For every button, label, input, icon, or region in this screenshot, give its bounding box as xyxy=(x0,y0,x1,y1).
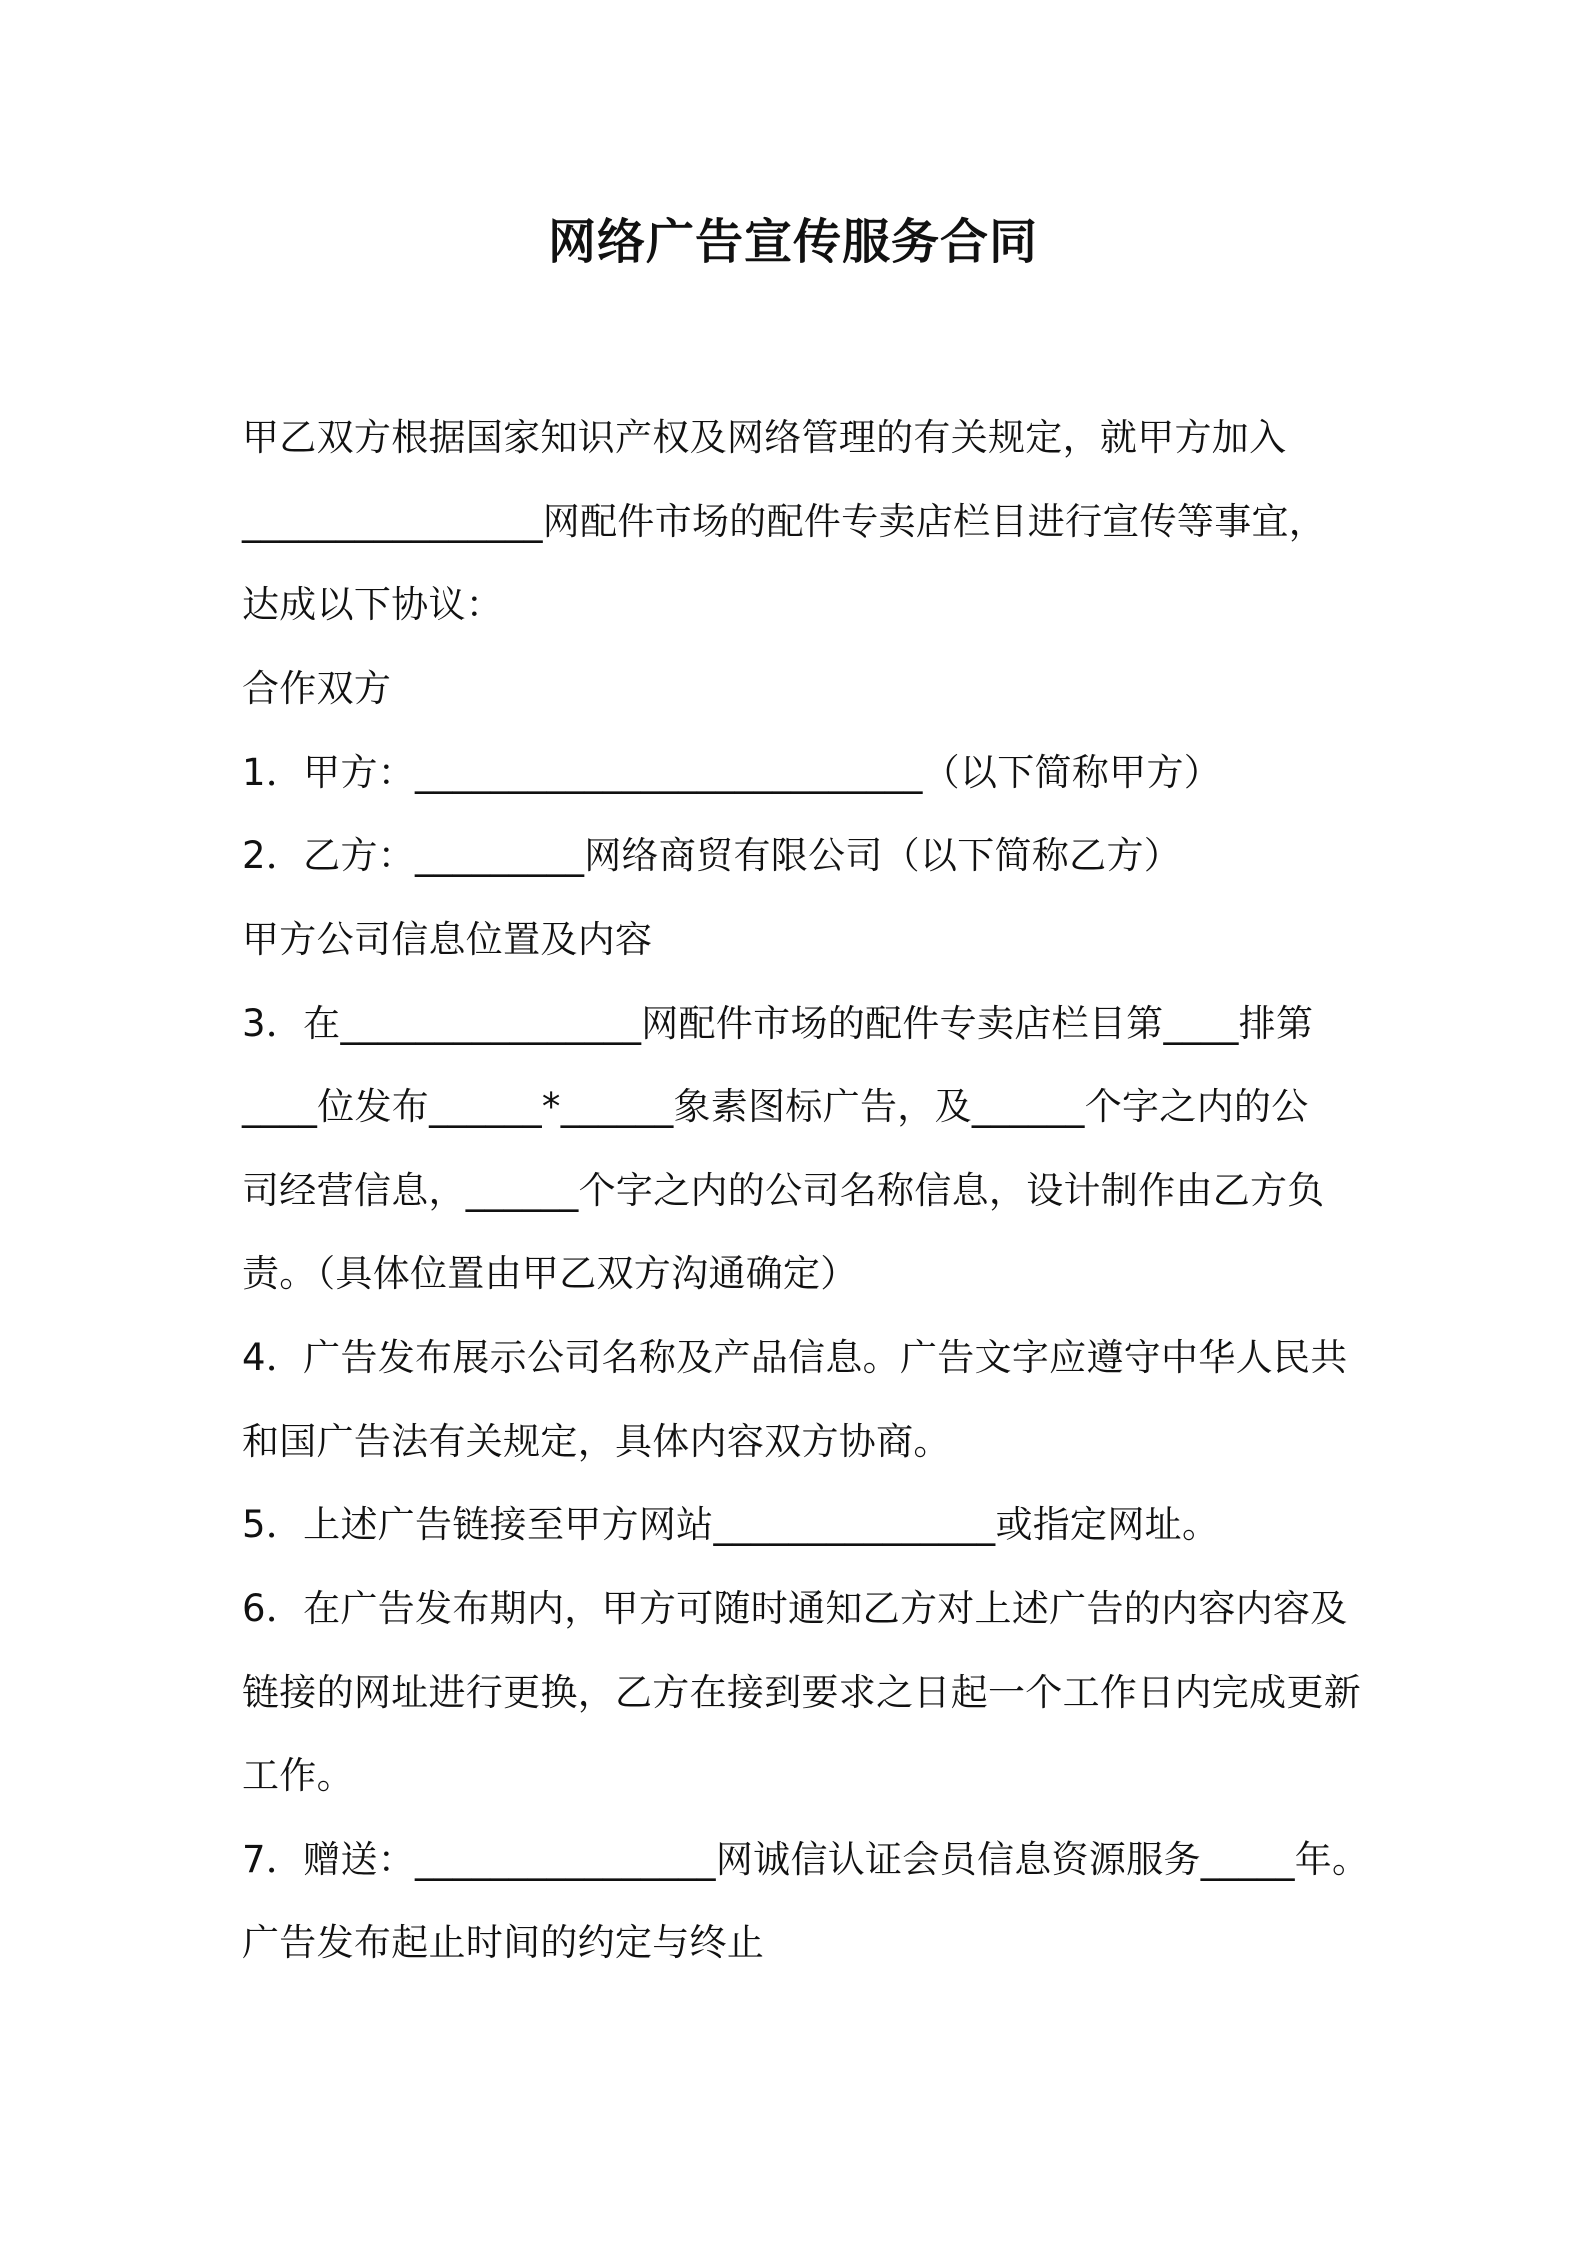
clause-3-line-3: 司经营信息，______个字之内的公司名称信息，设计制作由乙方负 xyxy=(242,1169,1325,1212)
body-line-2: ________________网配件市场的配件专卖店栏目进行宣传等事宜， xyxy=(242,500,1327,543)
body-line-1: 甲乙双方根据国家知识产权及网络管理的有关规定，就甲方加入 xyxy=(242,416,1287,459)
clause-6-line-2: 链接的网址进行更换，乙方在接到要求之日起一个工作日内完成更新 xyxy=(242,1671,1361,1714)
body-line-3: 达成以下协议： xyxy=(242,583,504,626)
clause-4-line-2: 和国广告法有关规定，具体内容双方协商。 xyxy=(242,1420,951,1463)
document-title: 网络广告宣传服务合同 xyxy=(547,214,1038,270)
clause-4-line-1: 4．广告发布展示公司名称及产品信息。广告文字应遵守中华人民共 xyxy=(242,1336,1348,1379)
clause-2-party-b: 2．乙方：_________网络商贸有限公司（以下简称乙方） xyxy=(242,834,1182,877)
clause-3-line-4: 责。（具体位置由甲乙双方沟通确定） xyxy=(242,1252,858,1295)
clause-6-line-3: 工作。 xyxy=(242,1754,354,1797)
clause-6-line-1: 6．在广告发布期内，甲方可随时通知乙方对上述广告的内容内容及 xyxy=(242,1587,1348,1630)
clause-7: 7．赠送：________________网诚信认证会员信息资源服务_____年。 xyxy=(242,1838,1370,1881)
clause-1-party-a: 1．甲方：___________________________（以下简称甲方） xyxy=(242,751,1222,794)
clause-3-line-1: 3．在________________网配件市场的配件专卖店栏目第____排第 xyxy=(242,1002,1314,1045)
clause-3-line-2: ____位发布______*______象素图标广告，及______个字之内的公 xyxy=(242,1085,1309,1128)
section-heading-term: 广告发布起止时间的约定与终止 xyxy=(242,1921,765,1964)
clause-5: 5．上述广告链接至甲方网站_______________或指定网址。 xyxy=(242,1503,1220,1546)
section-heading-parties: 合作双方 xyxy=(242,667,392,710)
section-heading-info: 甲方公司信息位置及内容 xyxy=(242,918,653,961)
